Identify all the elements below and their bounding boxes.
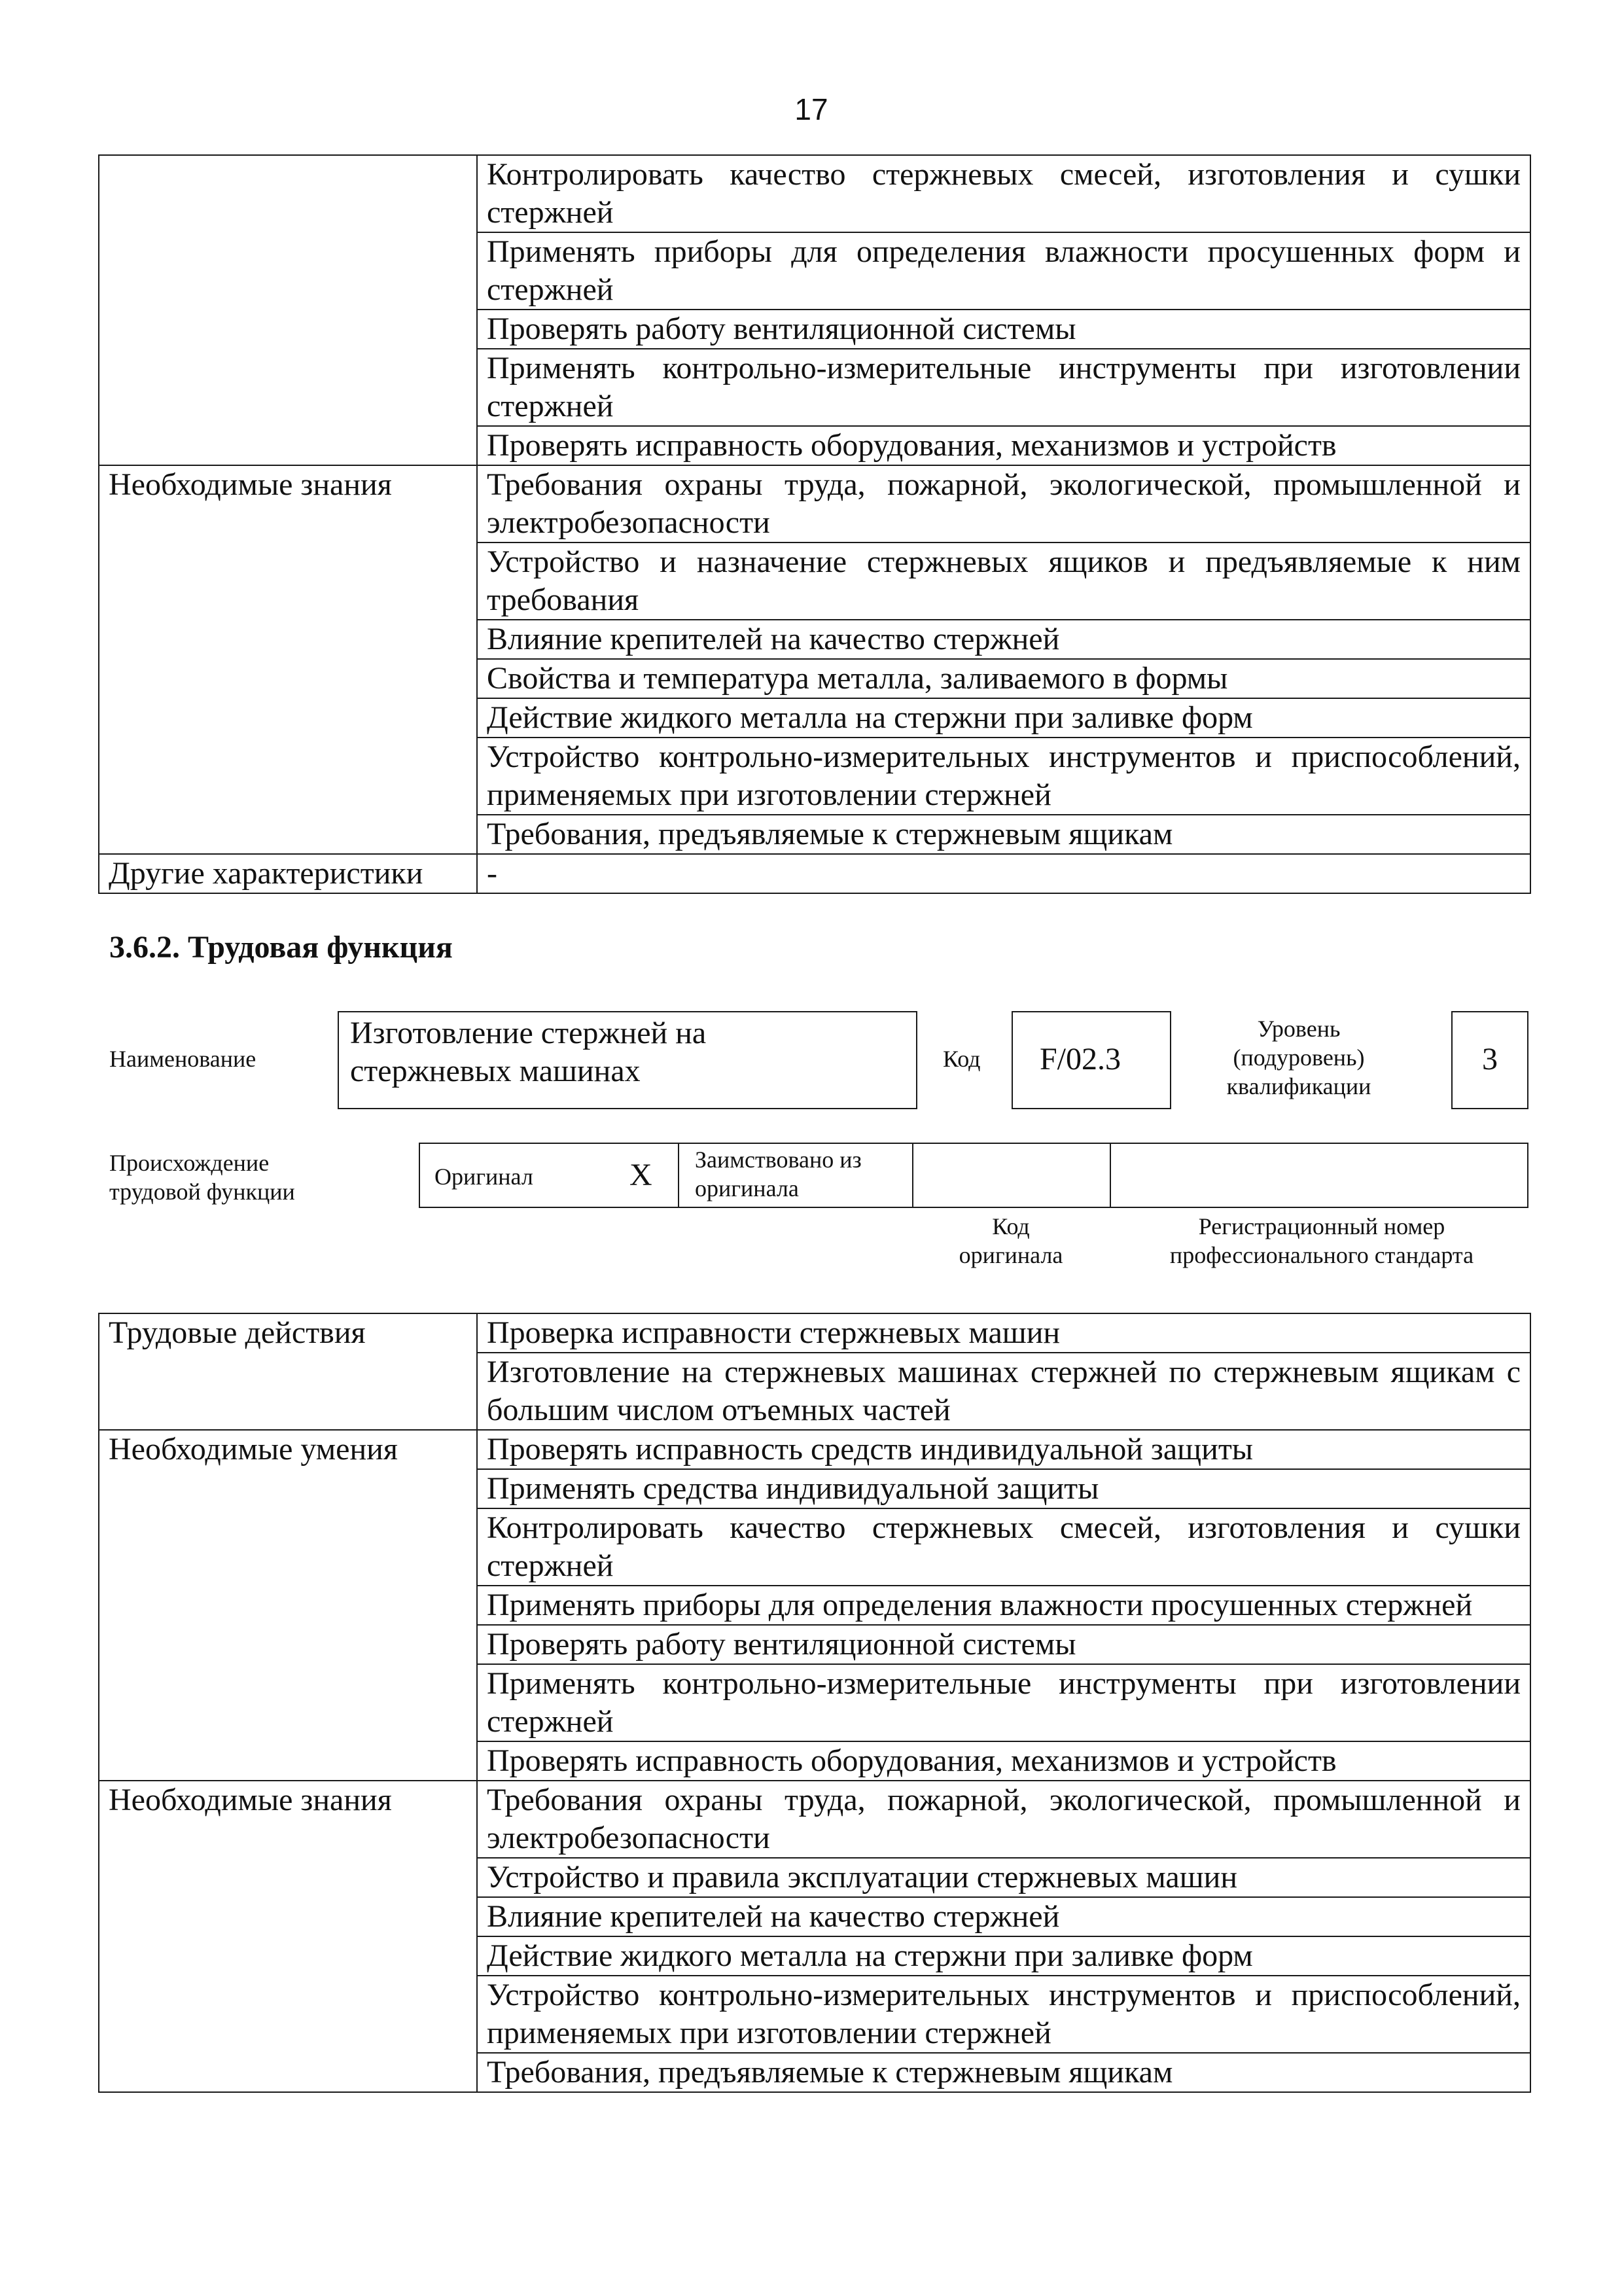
row-text: Действие жидкого металла на стержни при заливке форм	[477, 1936, 1530, 1976]
name-label: Наименование	[109, 1046, 256, 1072]
row-text: Требования, предъявляемые к стержневым ящикам	[477, 815, 1530, 854]
row-text: Контролировать качество стержневых смесей, изготовления и сушки стержней	[477, 155, 1530, 232]
page-number: 17	[794, 92, 828, 126]
row-text: Применять контрольно-измерительные инструменты при изготовлении стержней	[477, 1664, 1530, 1741]
origin-code-caption: Код оригинала	[959, 1213, 1063, 1268]
row-text: Свойства и температура металла, заливаемого в формы	[477, 659, 1530, 698]
row-label	[99, 155, 477, 465]
table-row	[99, 854, 1530, 893]
table-row	[99, 155, 1530, 232]
origin-borrowed-label: Заимствовано из оригинала	[695, 1147, 862, 1201]
level-value: 3	[1482, 1042, 1498, 1076]
origin-reg-caption: Регистрационный номер профессионального стандарта	[1169, 1213, 1474, 1268]
row-text: Проверка исправности стержневых машин	[477, 1313, 1530, 1353]
row-text: Требования, предъявляемые к стержневым ящикам	[477, 2053, 1530, 2092]
row-text: Проверять исправность средств индивидуальной защиты	[477, 1430, 1530, 1469]
origin-reg-box	[1110, 1143, 1528, 1208]
row-text: -	[477, 854, 1530, 893]
name-value: Изготовление стержней на стержневых машинах	[350, 1016, 707, 1088]
row-text: Устройство контрольно-измерительных инструментов и приспособлений, применяемых при изготовлении стержней	[477, 1976, 1530, 2053]
table-row	[99, 1430, 1530, 1469]
row-text: Применять средства индивидуальной защиты	[477, 1469, 1530, 1508]
row-text: Проверять исправность оборудования, механизмов и устройств	[477, 1741, 1530, 1781]
row-text: Требования охраны труда, пожарной, экологической, промышленной и электробезопасности	[477, 1781, 1530, 1858]
row-text: Устройство и правила эксплуатации стержневых машин	[477, 1858, 1530, 1897]
section-heading: 3.6.2. Трудовая функция	[109, 930, 453, 965]
origin-label: Происхождение трудовой функции	[109, 1150, 295, 1205]
row-text: Устройство контрольно-измерительных инструментов и приспособлений, применяемых при изготовлении стержней	[477, 738, 1530, 815]
row-label: Необходимые знания	[99, 465, 477, 854]
row-text: Контролировать качество стержневых смесей, изготовления и сушки стержней	[477, 1508, 1530, 1586]
row-label: Трудовые действия	[99, 1313, 477, 1430]
row-text: Применять контрольно-измерительные инструменты при изготовлении стержней	[477, 349, 1530, 426]
row-text: Применять приборы для определения влажности просушенных стержней	[477, 1586, 1530, 1625]
row-label: Необходимые знания	[99, 1781, 477, 2092]
row-text: Действие жидкого металла на стержни при заливке форм	[477, 698, 1530, 738]
table-1	[98, 154, 1531, 894]
row-text: Изготовление на стержневых машинах стержней по стержневым ящикам с большим числом отъемных частей	[477, 1353, 1530, 1430]
row-text: Проверять исправность оборудования, механизмов и устройств	[477, 426, 1530, 465]
code-label: Код	[943, 1046, 981, 1072]
origin-original-label: Оригинал	[434, 1164, 533, 1190]
row-text: Устройство и назначение стержневых ящиков и предъявляемые к ним требования	[477, 543, 1530, 620]
table-row	[99, 1781, 1530, 1858]
code-value: F/02.3	[1039, 1042, 1121, 1076]
origin-code-box	[912, 1143, 1111, 1208]
row-text: Требования охраны труда, пожарной, экологической, промышленной и электробезопасности	[477, 465, 1530, 543]
row-text: Проверять работу вентиляционной системы	[477, 1625, 1530, 1664]
row-text: Влияние крепителей на качество стержней	[477, 620, 1530, 659]
table-row	[99, 465, 1530, 543]
level-label: Уровень (подуровень) квалификации	[1226, 1016, 1371, 1099]
row-label: Другие характеристики	[99, 854, 477, 893]
table-2	[98, 1313, 1531, 2093]
row-text: Проверять работу вентиляционной системы	[477, 310, 1530, 349]
row-text: Применять приборы для определения влажности просушенных форм и стержней	[477, 232, 1530, 310]
origin-original-mark: X	[629, 1158, 652, 1192]
table-row	[99, 1313, 1530, 1353]
row-label: Необходимые умения	[99, 1430, 477, 1781]
row-text: Влияние крепителей на качество стержней	[477, 1897, 1530, 1936]
